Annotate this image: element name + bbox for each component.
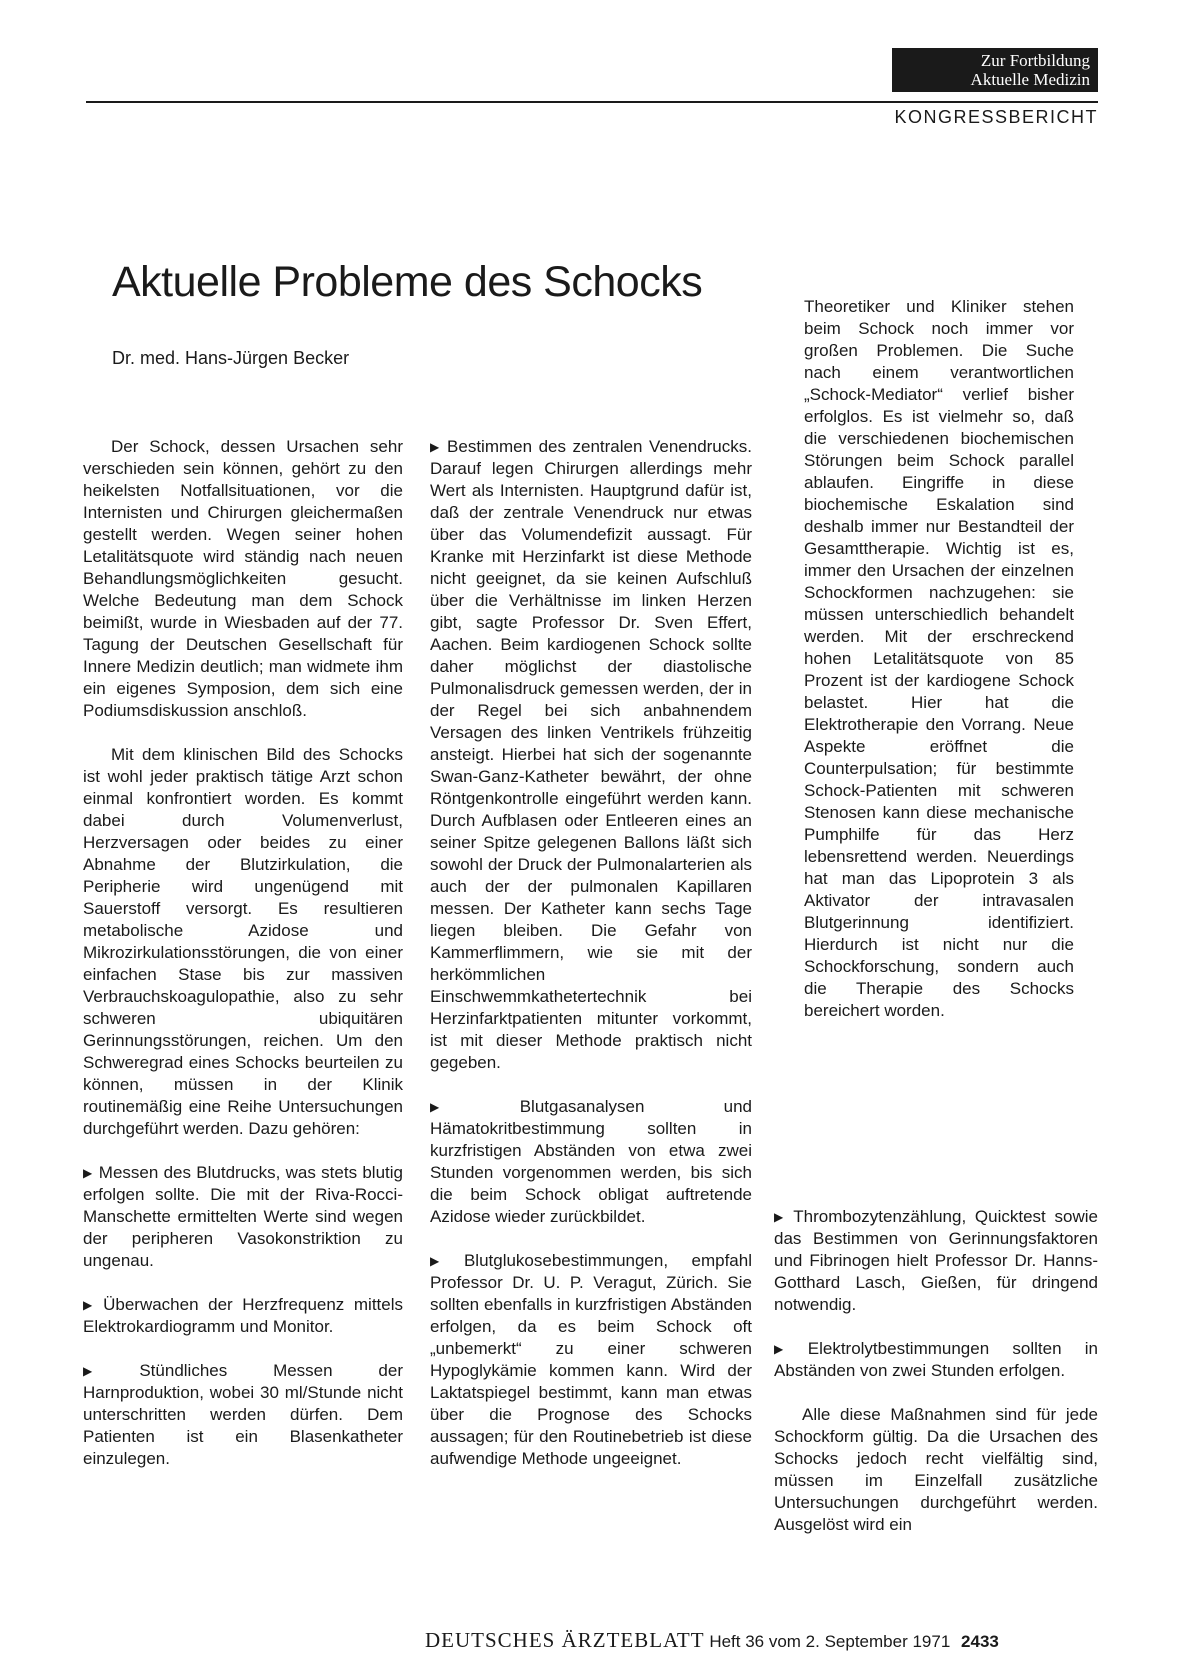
journal-name: DEUTSCHES ÄRZTEBLATT — [425, 1628, 705, 1652]
bullet-item: ▶ Thrombozytenzählung, Quicktest sowie das Bestimmen von Gerinnungsfaktoren und Fibrinogen hielt Professor Dr. Hanns-Gotthard Lasch, Gießen, für dringend notwendig. — [774, 1206, 1098, 1316]
paragraph: Alle diese Maßnahmen sind für jede Schockform gültig. Da die Ursachen des Schocks jedoch recht vielfältig sind, müssen im Einzelfall zusätzliche Untersuchungen durchgeführt werden. Ausgelöst wird ein — [774, 1405, 1098, 1534]
badge-line-2: Aktuelle Medizin — [970, 70, 1090, 89]
category-badge — [892, 48, 1098, 92]
bullet-item: ▶ Überwachen der Herzfrequenz mittels Elektrokardiogramm und Monitor. — [83, 1294, 403, 1338]
bullet-item: ▶ Messen des Blutdrucks, was stets blutig erfolgen sollte. Die mit der Riva-Rocci-Manschette ermittelten Werte sind wegen der peripheren Vasokonstriktion zu ungenau. — [83, 1162, 403, 1272]
header-rule — [86, 101, 1098, 103]
issue-info: Heft 36 vom 2. September 1971 — [709, 1632, 951, 1651]
column-1 — [83, 436, 403, 1492]
section-label: KONGRESSBERICHT — [894, 107, 1098, 127]
paragraph: Theoretiker und Kliniker stehen beim Schock noch immer vor großen Problemen. Die Suche nach einem verantwortlichen „Schock-Mediator“ verlief bisher erfolglos. Es ist vielmehr so, daß die verschiedenen biochemischen Störungen beim Schock parallel ablaufen. Eingriffe in diese biochemische Eskalation sind deshalb immer nur Bestandteil der Gesamttherapie. Wichtig ist es, immer den Ursachen der einzelnen Schockformen nachzugehen: sie müssen unterschiedlich behandelt werden. Mit der erschreckend hohen Letalitätsquote von 85 Prozent ist der kardiogene Schock belastet. Hier hat die Elektrotherapie den Vorrang. Neue Aspekte eröffnet die Counterpulsation; für bestimmte Schock-Patienten mit schweren Stenosen kann diese mechanische Pumphilfe für das Herz lebensrettend werden. Neuerdings hat man das Lipoprotein 3 als Aktivator der intravasalen Blutgerinnung identifiziert. Hierdurch ist nicht nur die Schockforschung, sondern auch die Therapie des Schocks bereichert worden. — [804, 297, 1074, 1020]
article-author: Dr. med. Hans-Jürgen Becker — [112, 348, 350, 368]
bullet-item: ▶ Stündliches Messen der Harnproduktion, wobei 30 ml/Stunde nicht unterschritten werden dürfen. Dem Patienten ist ein Blasenkatheter einzulegen. — [83, 1360, 403, 1470]
page-number: 2433 — [961, 1632, 999, 1651]
bullet-item: ▶ Elektrolytbestimmungen sollten in Abständen von zwei Stunden erfolgen. — [774, 1338, 1098, 1382]
paragraph: Mit dem klinischen Bild des Schocks ist wohl jeder praktisch tätige Arzt schon einmal konfrontiert worden. Es kommt dabei durch Volumenverlust, Herzversagen oder beides zu einer Abnahme der Blutzirkulation, die Peripherie wird ungenügend mit Sauerstoff versorgt. Es resultieren metabolische Azidose und Mikrozirkulationsstörungen, die von einer einfachen Stase bis zur massiven Verbrauchskoagulopathie, also zu sehr schweren ubiquitären Gerinnungsstörungen, reichen. Um den Schweregrad eines Schocks beurteilen zu können, müssen in der Klinik routinemäßig eine Reihe Untersuchungen durchgeführt werden. Dazu gehören: — [83, 745, 403, 1138]
article-title: Aktuelle Probleme des Schocks — [112, 258, 703, 306]
page-footer — [425, 1628, 999, 1653]
bullet-item: ▶ Bestimmen des zentralen Venendrucks. Darauf legen Chirurgen allerdings mehr Wert als Internisten. Hauptgrund dafür ist, daß der zentrale Venendruck nur etwas über das Volumendefizit aussagt. Für Kranke mit Herzinfarkt ist diese Methode nicht geeignet, da sie keinen Aufschluß über die Verhältnisse im linken Herzen gibt, sagte Professor Dr. Sven Effert, Aachen. Beim kardiogenen Schock sollte daher möglichst der diastolische Pulmonalisdruck gemessen werden, der in der Regel bei sich anbahnendem Versagen des linken Ventrikels frühzeitig ansteigt. Hierbei hat sich der sogenannte Swan-Ganz-Katheter bewährt, der ohne Röntgenkontrolle eingeführt werden kann. Durch Aufblasen oder Entleeren eines an seiner Spitze gelegenen Ballons läßt sich sowohl der Druck der Pulmonalarterien als auch der der pulmonalen Kapillaren messen. Der Katheter kann sechs Tage liegen bleiben. Die Gefahr von Kammerflimmern, wie sie mit der herkömmlichen Einschwemmkathetertechnik bei Herzinfarktpatienten mitunter vorkommt, ist mit dieser Methode praktisch nicht gegeben. — [430, 436, 752, 1074]
column-2 — [430, 436, 752, 1492]
bullet-item: ▶ Blutgasanalysen und Hämatokritbestimmung sollten in kurzfristigen Abständen von etwa zwei Stunden vorgenommen werden, bis sich die beim Schock obligat auftretende Azidose wieder zurückbildet. — [430, 1096, 752, 1228]
column-3-bottom — [774, 1206, 1098, 1558]
badge-line-1: Zur Fortbildung — [980, 51, 1090, 70]
bullet-item: ▶ Blutglukosebestimmungen, empfahl Professor Dr. U. P. Veragut, Zürich. Sie sollten ebenfalls in kurzfristigen Abständen erfolgen, da es beim Schock oft „unbemerkt“ zu einer schweren Hypoglykämie kommen kann. Wird der Laktatspiegel bestimmt, kann man etwas über die Prognose des Schocks aussagen; für den Routinebetrieb ist diese aufwendige Methode ungeeignet. — [430, 1250, 752, 1470]
paragraph: Der Schock, dessen Ursachen sehr verschieden sein können, gehört zu den heikelsten Notfallsituationen, vor die Internisten und Chirurgen gleichermaßen gestellt werden. Wegen seiner hohen Letalitätsquote wird ständig nach neuen Behandlungsmöglichkeiten gesucht. Welche Bedeutung man dem Schock beimißt, wurde in Wiesbaden auf der 77. Tagung der Deutschen Gesellschaft für Innere Medizin deutlich; man widmete ihm ein eigenes Symposion, dem sich eine Podiumsdiskussion anschloß. — [83, 437, 403, 720]
column-3-top — [804, 296, 1074, 1044]
